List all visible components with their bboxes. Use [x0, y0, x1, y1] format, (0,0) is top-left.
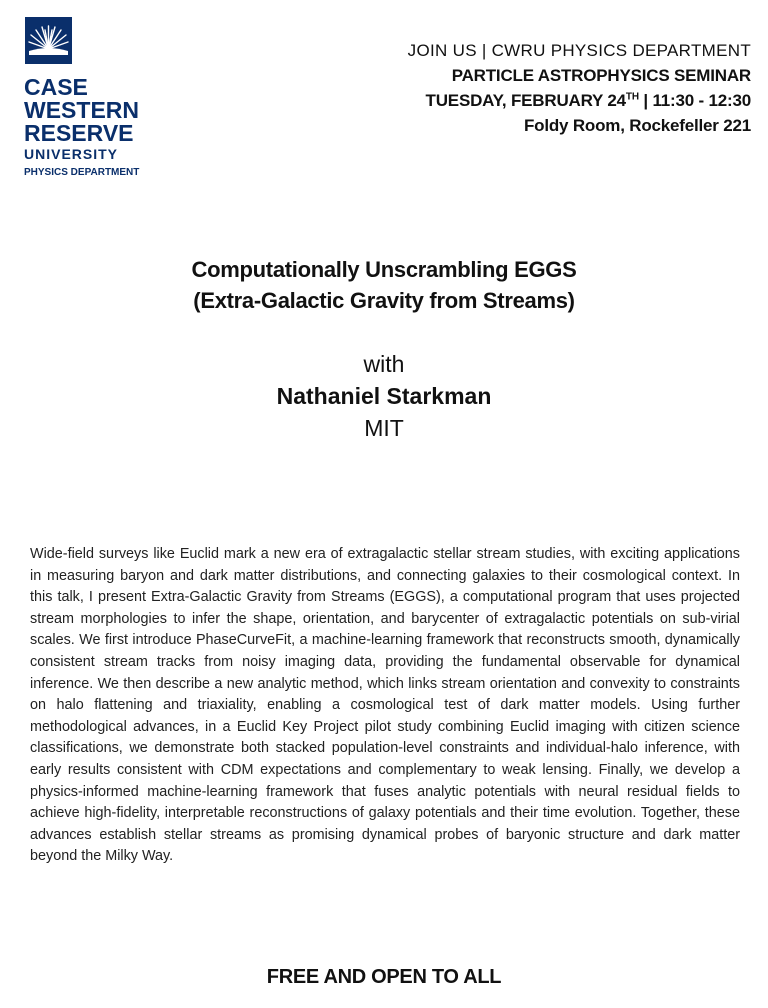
abstract-text: Wide-field surveys like Euclid mark a new era of extragalactic stellar stream studies, with exciting applications in measuring baryon and dark matter distributions, and connecting galaxies to their cosmological context. In this talk, I present Extra-Galactic Gravity from Streams (EGGS), a computational program that uses projected stream morphologies to infer the shape, orientation, and barycenter of extragalactic potentials on sub-virial scales. We first introduce PhaseCurveFit, a machine-learning framework that reconstructs smooth, dynamically consistent stream tracks from noisy imaging data, providing the fundamental observable for dynamical inference. We then describe a new analytic method, which links stream orientation and convexity to constraints on halo flattening and triaxiality, enabling a cosmological test of dark matter models. Using further methodological advances, in a Euclid Key Project pilot study combining Euclid imaging with citizen science classifications, we demonstrate both stacked population-level constraints and individual-halo inference, with early results consistent with CDM expectations and complementary to weak lensing. Finally, we develop a physics-informed machine-learning framework that fuses analytic potentials with neural residual fields to achieve high-fidelity, interpretable reconstructions of galaxy potentials and their time evolution. Together, these advances establish stellar streams as promising dynamical probes of baryonic structure and dark matter beyond the Milky Way.: [30, 546, 740, 865]
header-location: Foldy Room, Rockefeller 221: [523, 116, 751, 135]
header-join-us: JOIN US | CWRU PHYSICS DEPARTMENT: [407, 41, 751, 60]
with-label: with: [363, 351, 405, 377]
university-logo-mark: [25, 17, 72, 64]
talk-title-line-2: (Extra-Galactic Gravity from Streams): [193, 288, 575, 313]
university-logo-text: [24, 76, 139, 180]
logo-line-department: PHYSICS DEPARTMENT: [24, 167, 140, 178]
talk-title-line-1: Computationally Unscrambling EGGS: [191, 257, 577, 282]
talk-title: [0, 254, 768, 316]
speaker-affiliation: MIT: [364, 415, 404, 441]
header-date: TUESDAY, FEBRUARY 24: [425, 91, 626, 110]
header-date-time: [408, 88, 751, 113]
free-open-notice: FREE AND OPEN TO ALL: [266, 966, 502, 988]
event-header: [408, 38, 751, 138]
logo-line-university: UNIVERSITY: [24, 146, 119, 162]
header-date-suffix: TH: [625, 91, 639, 103]
header-seminar-name: PARTICLE ASTROPHYSICS SEMINAR: [451, 66, 751, 85]
speaker-block: [0, 348, 768, 444]
logo-line-western: WESTERN: [24, 97, 139, 123]
logo-line-case: CASE: [24, 74, 88, 100]
header-time: | 11:30 - 12:30: [638, 91, 751, 110]
starburst-icon: [25, 17, 72, 64]
logo-line-reserve: RESERVE: [24, 120, 134, 146]
speaker-name: Nathaniel Starkman: [276, 383, 492, 409]
